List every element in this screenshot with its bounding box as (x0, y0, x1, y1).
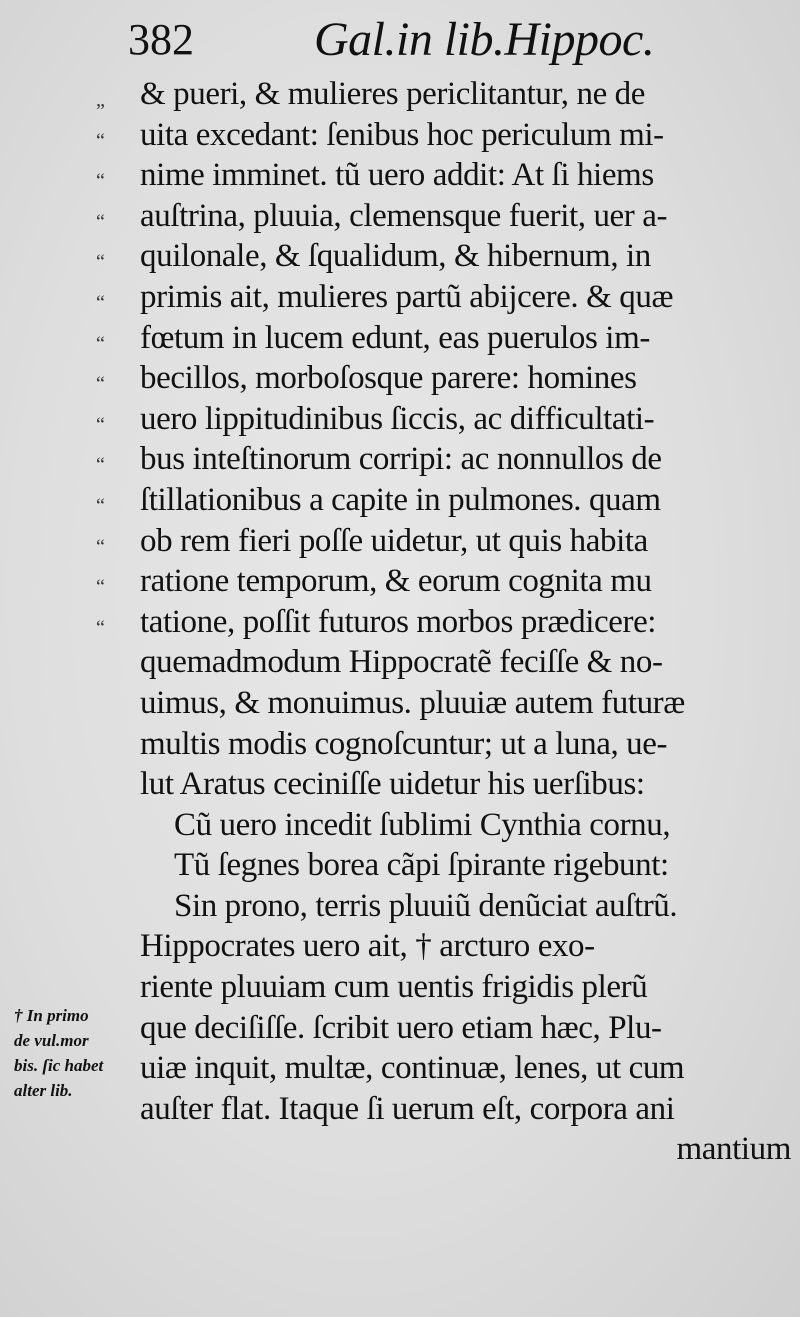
quote-mark: “ (96, 454, 105, 477)
text-line: uita excedant: ſenibus hoc periculum mi- (140, 116, 664, 153)
quote-mark: „ (96, 89, 105, 111)
text-line: uiæ inquit, multæ, continuæ, lenes, ut cum (140, 1050, 685, 1087)
text-line: ſtillationibus a capite in pulmones. quam (140, 481, 661, 518)
text-line: nime imminet. tũ uero addit: At ſi hiems (140, 157, 654, 194)
quotation-marks-column (96, 80, 136, 648)
marginal-note (14, 1003, 144, 1103)
text-line: auſter flat. Itaque ſi uerum eſt, corpora ani (140, 1090, 675, 1127)
text-line: que deciſiſſe. ſcribit uero etiam hæc, Plu- (140, 1009, 662, 1046)
text-line: ob rem fieri poſſe uidetur, ut quis habita (140, 522, 648, 559)
text-line: quemadmodum Hippocratẽ feciſſe & no- (140, 644, 663, 681)
catchword: mantium (676, 1131, 791, 1168)
text-line: fœtum in lucem edunt, eas puerulos im- (140, 319, 650, 356)
marginal-note-line: alter lib. (14, 1081, 73, 1100)
quote-mark: “ (96, 373, 105, 396)
quote-mark: “ (96, 576, 105, 599)
quote-mark: “ (96, 251, 105, 274)
text-line: Hippocrates uero ait, † arcturo exo- (140, 928, 595, 965)
text-line: tatione, poſſit futuros morbos prædicere: (140, 603, 657, 640)
verse-line: Tũ ſegnes borea cãpi ſpirante rigebunt: (174, 847, 669, 884)
body-text (140, 74, 795, 1170)
quote-mark: “ (96, 291, 105, 314)
quote-mark: “ (96, 494, 105, 517)
text-line: uimus, & monuimus. pluuiæ autem futuræ (140, 684, 685, 721)
page-header (128, 10, 688, 74)
marginal-note-line: † In primo (14, 1006, 89, 1025)
running-head: Gal.in lib.Hippoc. (314, 13, 655, 66)
text-line: multis modis cognoſcuntur; ut a luna, ue- (140, 725, 668, 762)
text-line: & pueri, & mulieres periclitantur, ne de (140, 76, 646, 112)
text-line: bus inteſtinorum corripi: ac nonnullos de (140, 441, 662, 478)
quote-mark: “ (96, 170, 105, 193)
text-line: lut Aratus ceciniſſe uidetur his uerſibus: (140, 766, 645, 803)
page-number: 382 (128, 15, 194, 64)
text-line: riente pluuiam cum uentis frigidis plerũ (140, 969, 648, 1006)
text-line: quilonale, & ſqualidum, & hibernum, in (140, 238, 651, 275)
text-line: auſtrina, pluuia, clemensque fuerit, uer a- (140, 197, 668, 234)
text-line: becillos, morboſosque parere: homines (140, 360, 637, 397)
quote-mark: “ (96, 616, 105, 639)
verse-line: Sin prono, terris pluuiũ denũciat auſtrũ. (174, 887, 678, 924)
text-line: uero lippitudinibus ſiccis, ac difficultati- (140, 400, 655, 437)
quote-mark: “ (96, 210, 105, 233)
verse-line: Cũ uero incedit ſublimi Cynthia cornu, (174, 806, 671, 843)
marginal-note-line: bis. ſic habet (14, 1056, 104, 1075)
text-line: primis ait, mulieres partũ abijcere. & quæ (140, 278, 674, 315)
text-line: ratione temporum, & eorum cognita mu (140, 563, 652, 600)
quote-mark: “ (96, 535, 105, 558)
quote-mark: “ (96, 413, 105, 436)
marginal-note-line: de vul.mor (14, 1031, 89, 1050)
quote-mark: “ (96, 129, 105, 152)
quote-mark: “ (96, 332, 105, 355)
